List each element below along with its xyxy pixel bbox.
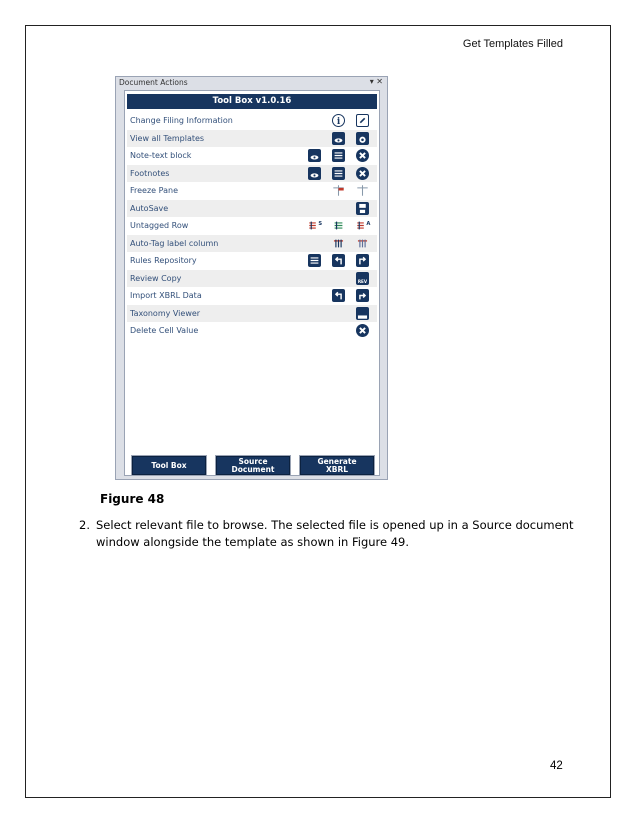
- autotag-icon[interactable]: [332, 237, 345, 250]
- page-number: 42: [550, 760, 563, 772]
- rev-document-icon[interactable]: [356, 272, 369, 285]
- view-document-icon[interactable]: [332, 132, 345, 145]
- row-label: Freeze Pane: [130, 186, 178, 195]
- rules-list-icon[interactable]: [308, 254, 321, 267]
- document-actions-panel: [115, 76, 388, 480]
- untagged-row-icon[interactable]: [332, 219, 345, 232]
- row-taxonomy-viewer: [127, 305, 377, 323]
- row-label: Import XBRL Data: [130, 291, 202, 300]
- button-label: Tool Box: [151, 460, 187, 470]
- import-arrow-icon[interactable]: [332, 254, 345, 267]
- figure-caption: Figure 48: [100, 492, 165, 506]
- text-block-icon[interactable]: [332, 167, 345, 180]
- row-label: Untagged Row: [130, 221, 189, 230]
- row-label: Rules Repository: [130, 256, 197, 265]
- xbrl-document-icon[interactable]: [356, 307, 369, 320]
- row-label: Review Copy: [130, 273, 182, 283]
- row-label: Auto-Tag label column: [130, 238, 219, 248]
- export-arrow-icon[interactable]: [356, 254, 369, 267]
- freeze-pane-icon[interactable]: [332, 184, 345, 197]
- close-icon[interactable]: [356, 149, 369, 162]
- row-review-copy: [127, 270, 377, 288]
- close-icon[interactable]: [356, 324, 369, 337]
- toolbox-title: Tool Box v1.0.16: [127, 94, 377, 109]
- toolbox-pane: [124, 90, 380, 476]
- row-label: AutoSave: [130, 203, 169, 213]
- tool-box-button[interactable]: [132, 456, 206, 475]
- step-text: Select relevant file to browse. The selected file is opened up in a Source document window alongside the template as shown in Figure 49.: [96, 518, 574, 549]
- row-label: Change Filing Information: [130, 116, 233, 125]
- edit-icon[interactable]: [356, 114, 369, 127]
- step-number: 2.: [79, 518, 90, 532]
- info-bubble-icon[interactable]: [332, 114, 345, 127]
- row-view-all-templates: [127, 130, 377, 148]
- row-rules-repository: [127, 252, 377, 270]
- row-untagged-row: [127, 217, 377, 235]
- svg-text:i: i: [336, 116, 341, 127]
- row-note-text-block: [127, 147, 377, 165]
- button-label: Generate: [317, 456, 357, 466]
- panel-title: Document Actions: [119, 78, 188, 87]
- unfreeze-pane-icon[interactable]: [356, 184, 369, 197]
- view-document-icon[interactable]: [308, 167, 321, 180]
- close-icon[interactable]: [356, 167, 369, 180]
- row-auto-tag-label-column: [127, 235, 377, 253]
- button-label: Source: [238, 456, 268, 466]
- row-delete-cell-value: [127, 322, 377, 340]
- row-label: View all Templates: [130, 133, 205, 143]
- view-document-icon[interactable]: [308, 149, 321, 162]
- row-freeze-pane: [127, 182, 377, 200]
- svg-text:A: A: [366, 220, 371, 227]
- button-label: XBRL: [325, 464, 349, 474]
- toolbox-button-bar: [130, 456, 380, 476]
- panel-controls[interactable]: ▾ ✕: [369, 77, 383, 86]
- import-xbrl-icon[interactable]: [356, 289, 369, 302]
- toolbox-rows: [127, 112, 377, 340]
- button-label: Document: [231, 464, 275, 474]
- generate-xbrl-button[interactable]: [300, 456, 374, 475]
- row-footnotes: [127, 165, 377, 183]
- row-label: Footnotes: [130, 168, 170, 178]
- row-change-filing-information: [127, 112, 377, 130]
- svg-text:REV: REV: [357, 278, 368, 284]
- source-document-button[interactable]: [216, 456, 290, 475]
- untagged-row-s-icon[interactable]: [308, 219, 321, 232]
- import-arrow-icon[interactable]: [332, 289, 345, 302]
- row-label: Taxonomy Viewer: [130, 308, 201, 318]
- row-label: Note-text block: [130, 151, 192, 160]
- text-block-icon[interactable]: [332, 149, 345, 162]
- view-template-icon[interactable]: [356, 132, 369, 145]
- row-import-xbrl-data: [127, 287, 377, 305]
- running-header: Get Templates Filled: [462, 38, 563, 50]
- autotag-alt-icon[interactable]: [356, 237, 369, 250]
- save-icon[interactable]: [356, 202, 369, 215]
- row-autosave: [127, 200, 377, 218]
- row-label: Delete Cell Value: [130, 326, 199, 335]
- untagged-row-a-icon[interactable]: [356, 219, 369, 232]
- svg-text:S: S: [318, 220, 323, 227]
